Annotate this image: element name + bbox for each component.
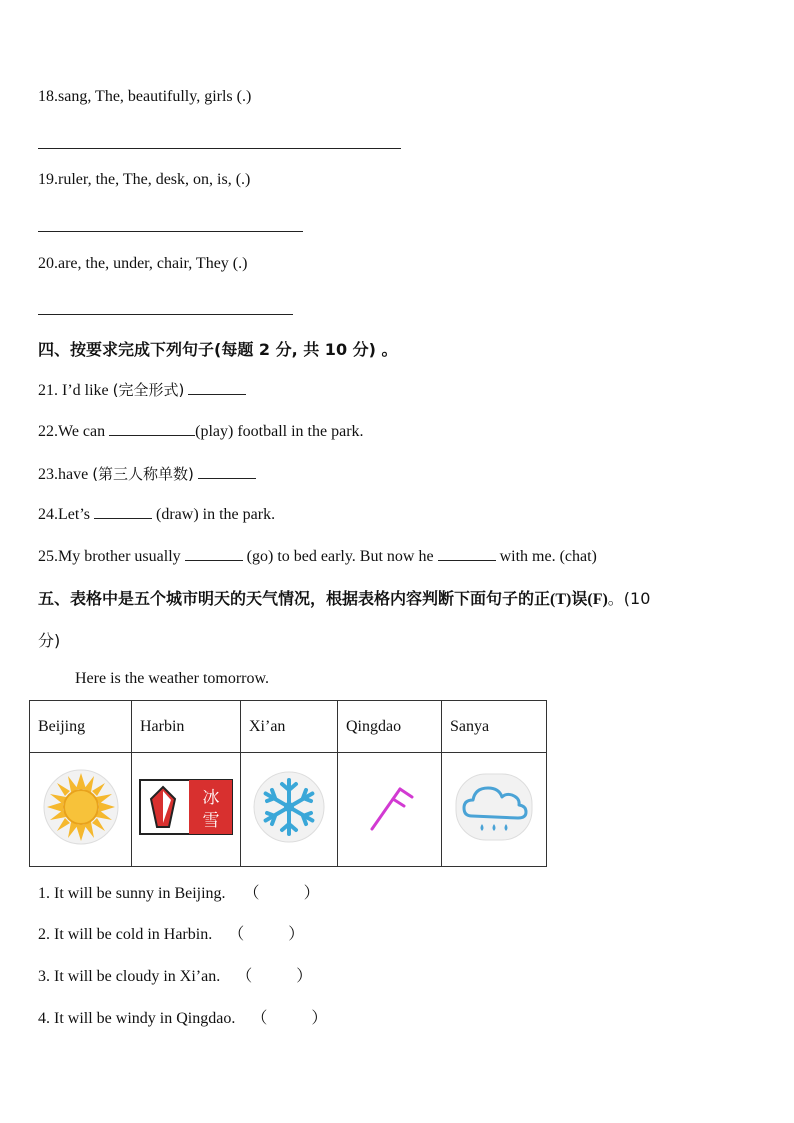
answer-line-19[interactable] <box>38 231 303 232</box>
weather-cell-xian <box>241 753 338 867</box>
blank-25a[interactable] <box>185 546 243 561</box>
blank-21[interactable] <box>188 380 246 395</box>
city-beijing: Beijing <box>30 701 132 753</box>
city-xian: Xi’an <box>241 701 338 753</box>
section-4-heading: 四、按要求完成下列句子(每题 2 分, 共 10 分) 。 <box>38 340 398 359</box>
question-25 <box>38 546 597 566</box>
question-21-hint: (完全形式) <box>112 381 185 399</box>
question-23-hint: (第三人称单数) <box>92 465 194 483</box>
section-5-heading <box>38 586 650 609</box>
city-sanya: Sanya <box>442 701 547 753</box>
section-5-heading-wrong: 误 <box>571 589 588 608</box>
question-20: 20.are, the, under, chair, They (.) <box>38 255 248 272</box>
statement-2-text: 2. It will be cold in Harbin. <box>38 926 213 943</box>
question-25-text-c: with me. (chat) <box>495 548 597 565</box>
blank-23[interactable] <box>198 464 256 479</box>
statement-1-text: 1. It will be sunny in Beijing. <box>38 885 226 902</box>
answer-line-18[interactable] <box>38 148 401 149</box>
wind-flag-icon <box>360 777 420 837</box>
section-5-heading-score: 。(10 <box>607 589 651 608</box>
question-21-text: 21. I’d like <box>38 382 113 399</box>
question-22-text-a: 22.We can <box>38 423 110 440</box>
question-24-text-b: (draw) in the park. <box>152 506 276 523</box>
sign-char-ice: 冰 <box>202 788 220 808</box>
ice-snow-sign-icon <box>139 779 233 835</box>
answer-paren-2[interactable]: （ ） <box>228 926 305 943</box>
sun-icon <box>41 767 121 847</box>
answer-paren-3[interactable]: （ ） <box>236 968 313 985</box>
question-23-text: 23.have <box>38 466 93 483</box>
blank-24[interactable] <box>94 504 152 519</box>
statement-4 <box>38 1005 327 1028</box>
question-23 <box>38 463 256 484</box>
statement-3 <box>38 963 312 986</box>
snowflake-icon <box>250 768 328 846</box>
weather-cell-qingdao <box>338 753 442 867</box>
section-5-heading-cont: 分) <box>38 631 61 650</box>
question-25-text-b: (go) to bed early. But now he <box>242 548 438 565</box>
city-qingdao: Qingdao <box>338 701 442 753</box>
weather-table <box>29 700 547 867</box>
question-24 <box>38 504 275 524</box>
blank-25b[interactable] <box>438 546 496 561</box>
answer-paren-4[interactable]: （ ） <box>251 1010 328 1027</box>
answer-paren-1[interactable]: （ ） <box>243 885 320 902</box>
weather-cell-beijing <box>30 753 132 867</box>
question-25-text-a: 25.My brother usually <box>38 548 185 565</box>
section-5-heading-text: 五、表格中是五个城市明天的天气情况，根据表格内容判断下面句子的正 <box>38 589 551 608</box>
sign-char-snow: 雪 <box>202 811 220 831</box>
question-24-text-a: 24.Let’s <box>38 506 94 523</box>
statement-4-text: 4. It will be windy in Qingdao. <box>38 1010 236 1027</box>
question-22-text-b: (play) football in the park. <box>195 423 364 440</box>
question-18: 18.sang, The, beautifully, girls (.) <box>38 88 252 105</box>
section-5-heading-f: (F) <box>587 591 608 608</box>
statement-2 <box>38 921 304 944</box>
blank-22[interactable] <box>109 421 195 436</box>
weather-cell-sanya <box>442 753 547 867</box>
table-intro: Here is the weather tomorrow. <box>75 670 269 687</box>
city-harbin: Harbin <box>132 701 241 753</box>
question-19: 19.ruler, the, The, desk, on, is, (.) <box>38 171 251 188</box>
statement-3-text: 3. It will be cloudy in Xi’an. <box>38 968 221 985</box>
weather-cell-harbin <box>132 753 241 867</box>
statement-1 <box>38 880 320 903</box>
question-21 <box>38 379 246 400</box>
section-5-heading-t: (T) <box>550 591 572 608</box>
question-22 <box>38 421 364 441</box>
rain-cloud-icon <box>454 772 534 842</box>
answer-line-20[interactable] <box>38 314 293 315</box>
